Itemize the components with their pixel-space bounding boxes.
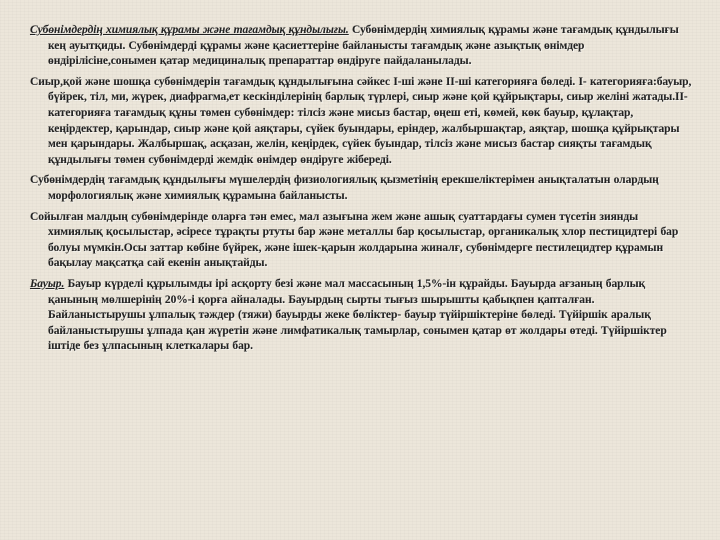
paragraph-harmful-compounds [30,209,692,271]
paragraph-text: Сойылған малдың субөнімдерінде оларға тән емес, мал азығына жем және ашық суаттардағы сумен түсетін зиянды химиялық қосылыстар, әсіресе тұрақты ртуты бар және металлы бар қосылыстар, органикалық хлор пестицидтері бар болуы мүмкін.Осы заттар көбіне бүйрек, және ішек-қарын жолдарына жиналғ, субөнімдерге пестилецидтер құрамын бақылау мақсатқа сай екенін анықтайды. [30,209,679,270]
paragraph-text: Бауыр күрделі құрылымды ірі асқорту безі және мал массасының 1,5%-ін құрайды. Бауырда ағзаның барлық қанының мөлшерінің 20%-і қорға айналады. Бауырдың сырты тығыз шырышты қабықпен қапталған. Байланыстырушы ұлпалық тәждер (тяжи) бауырды жеке бөліктер- бауыр түйіршіктеріне бөледі. Түйіршік аралық байланыстырушы ұлпада қан жүретін және лимфатикалық тамырлар, сонымен қатар өт жолдары өтеді. Түйіршіктер іштіде без ұлпасының клеткалары бар. [48,276,667,353]
paragraph-composition [30,22,692,69]
paragraph-text: Сиыр,қой және шошқа субөнімдерін тағамдық құндылығына сәйкес I-ші және II-ші категорияға бөледі. I- категорияға:бауыр, бүйрек, тіл, ми, жүрек, диафрагма,ет кескінділерінің барлық түрлері, сиыр және қой құйрықтары, сиыр желіні жатады.II- категорияға тағамдық құны төмен субөнімдер: тілсіз және мисыз бастар, өңеш еті, көмей, көк бауыр, құлақтар, кеңірдектер, қарындар, сиыр және қой аяқтары, сүйек буындары, еріндер, жалбыршақтар, аяқтар, шошқа құйрықтары мен қарындары. Жалбыршақ, асқазан, желін, кеңірдек, сүйек буындар, тілсіз және мисыз бастар сияқты тағамдық құндылығы төмен субөнімдерді жемдік өнімдер өндіруге жібереді. [30,74,692,166]
paragraph-text: Субөнімдердің тағамдық құндылығы мүшелердің физиологиялық қызметінің ерекшеліктерімен анықталатын олардың морфологиялық және химиялық құрамына байланысты. [30,173,659,202]
slide-body [30,22,692,359]
paragraph-liver [30,276,692,354]
paragraph-nutritional-value [30,172,692,203]
paragraph-heading: Бауыр. [30,276,65,290]
paragraph-categories [30,74,692,168]
paragraph-heading: Субөнімдердің химиялық құрамы және тағамдық құндылығы. [30,23,349,36]
paragraph-text: Субөнімдердің химиялық құрамы және тағамдық құндылығы кең ауытқиды. Субөнімдерді құрамы және қасиеттеріне байланысты тағамдық және азықтық өнімдер өндірілісіне,сонымен қатар медициналық препараттар өндіруге пайдаланылады. [48,23,679,68]
